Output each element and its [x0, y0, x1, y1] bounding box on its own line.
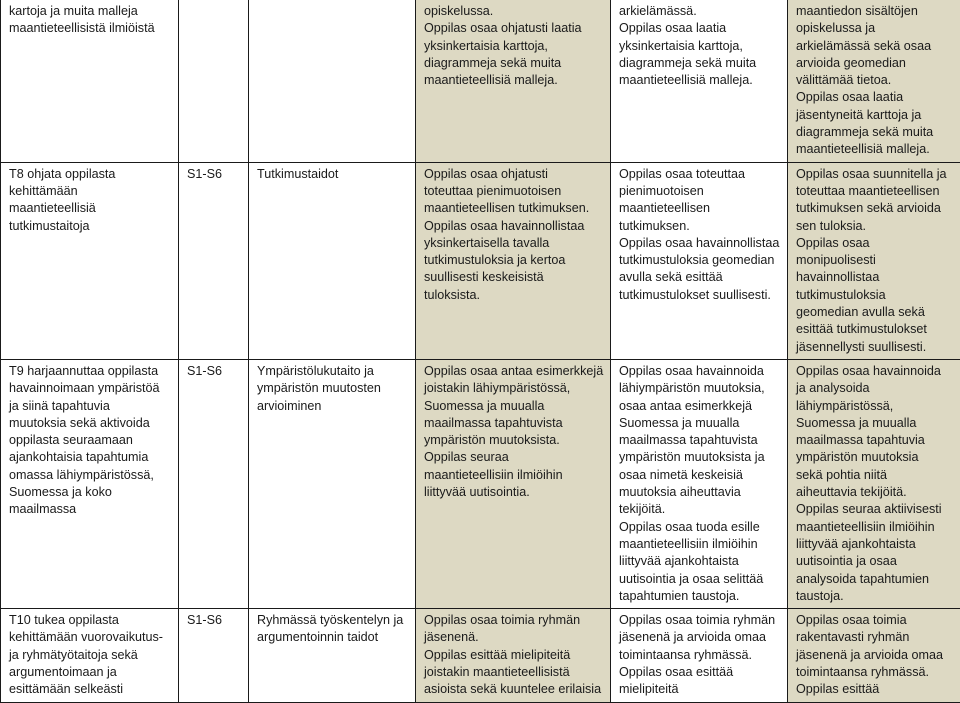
cell-text-line: arvioida geomedian: [796, 55, 954, 72]
grade-9-criteria-cell: [788, 0, 960, 162]
content-area-cell: [249, 0, 416, 162]
cell-text-line: jäsentyneitä karttoja ja: [796, 107, 954, 124]
cell-text-line: maailmassa tapahtuvia: [796, 432, 954, 449]
cell-text-line: Oppilas osaa: [796, 235, 954, 252]
grade-8-criteria-cell: [611, 0, 788, 162]
grade-code-cell: [179, 162, 249, 359]
cell-text-line: esittää tutkimustulokset: [796, 321, 954, 338]
cell-text-line: osaa antaa esimerkkejä: [619, 398, 781, 415]
cell-text-line: havainnoimaan ympäristöä: [9, 380, 172, 397]
cell-text-line: maantieteellisistä ilmiöistä: [9, 20, 172, 37]
goal-cell: [1, 0, 179, 162]
cell-text-line: aiheuttavia tekijöitä.: [796, 484, 954, 501]
cell-text-line: Oppilas seuraa: [424, 449, 604, 466]
cell-text-line: Oppilas osaa laatia: [619, 20, 781, 37]
grade-8-criteria-cell: [611, 609, 788, 702]
cell-text-line: uutisointia ja osaa selittää: [619, 571, 781, 588]
cell-text-line: Oppilas osaa laatia: [796, 89, 954, 106]
cell-text-line: ajankohtaisia tapahtumia: [9, 449, 172, 466]
cell-text-line: Oppilas osaa toimia ryhmän: [424, 612, 604, 629]
cell-text-line: Oppilas osaa ohjatusti: [424, 166, 604, 183]
cell-text-line: geomedian avulla sekä: [796, 304, 954, 321]
table-row: [1, 0, 960, 162]
cell-text-line: asioista sekä kuuntelee erilaisia: [424, 681, 604, 698]
cell-text-line: ja analysoida: [796, 380, 954, 397]
cell-text-line: Oppilas osaa toimia: [796, 612, 954, 629]
cell-text-line: Oppilas osaa tuoda esille: [619, 519, 781, 536]
cell-text-line: Suomessa ja muualla: [424, 398, 604, 415]
cell-text-line: argumentoimaan ja: [9, 664, 172, 681]
cell-text-line: Oppilas esittää: [796, 681, 954, 698]
cell-text-line: maantieteellisiä malleja.: [796, 141, 954, 158]
cell-text-line: jäsennellysti suullisesti.: [796, 339, 954, 356]
cell-text-line: Suomessa ja muualla: [796, 415, 954, 432]
cell-text-line: pienimuotoisen: [619, 183, 781, 200]
content-area-cell: [249, 359, 416, 608]
cell-text-line: arkielämässä.: [619, 3, 781, 20]
cell-text-line: arkielämässä sekä osaa: [796, 38, 954, 55]
cell-text-line: jäsenenä ja arvioida omaa: [796, 647, 954, 664]
cell-text-line: ja siinä tapahtuvia: [9, 398, 172, 415]
cell-text-line: Oppilas osaa suunnitella ja: [796, 166, 954, 183]
cell-text-line: maantieteellisiä malleja.: [619, 72, 781, 89]
cell-text-line: tutkimuksen.: [619, 218, 781, 235]
cell-text-line: liittyvää ajankohtaista: [796, 536, 954, 553]
cell-text-line: maantieteellisiä malleja.: [424, 72, 604, 89]
cell-text-line: taustoja.: [796, 588, 954, 605]
cell-text-line: maantieteellisiin ilmiöihin: [619, 536, 781, 553]
cell-text-line: kartoja ja muita malleja: [9, 3, 172, 20]
cell-text-line: tutkimuksen sekä arvioida: [796, 200, 954, 217]
cell-text-line: Oppilas osaa toteuttaa: [619, 166, 781, 183]
grade-9-criteria-cell: [788, 162, 960, 359]
grade-7-criteria-cell: [416, 162, 611, 359]
cell-text-line: Suomessa ja koko: [9, 484, 172, 501]
grade-code-cell: [179, 0, 249, 162]
content-area-cell: [249, 162, 416, 359]
cell-text-line: uutisointia ja osaa: [796, 553, 954, 570]
cell-text-line: tapahtumien taustoja.: [619, 588, 781, 605]
cell-text-line: maantiedon sisältöjen: [796, 3, 954, 20]
cell-text-line: opiskelussa ja: [796, 20, 954, 37]
cell-text-line: tutkimustuloksia ja kertoa: [424, 252, 604, 269]
cell-text-line: kehittämään: [9, 183, 172, 200]
cell-text-line: Ryhmässä työskentelyn ja: [257, 612, 409, 629]
cell-text-line: lähiympäristön muutoksia,: [619, 380, 781, 397]
cell-text-line: yksinkertaisella tavalla: [424, 235, 604, 252]
cell-text-line: jäsenenä.: [424, 629, 604, 646]
cell-text-line: maailmassa tapahtuvista: [619, 432, 781, 449]
grade-8-criteria-cell: [611, 162, 788, 359]
cell-text-line: toimintaansa ryhmässä.: [796, 664, 954, 681]
grade-7-criteria-cell: [416, 609, 611, 702]
cell-text-line: liittyvää ajankohtaista: [619, 553, 781, 570]
cell-text-line: Oppilas seuraa aktiivisesti: [796, 501, 954, 518]
cell-text-line: Oppilas esittää mielipiteitä: [424, 647, 604, 664]
cell-text-line: tutkimustuloksia: [796, 287, 954, 304]
cell-text-line: Oppilas osaa havainnollistaa: [424, 218, 604, 235]
goal-cell: [1, 359, 179, 608]
cell-text-line: havainnollistaa: [796, 269, 954, 286]
cell-text-line: T8 ohjata oppilasta: [9, 166, 172, 183]
cell-text-line: toimintaansa ryhmässä.: [619, 647, 781, 664]
cell-text-line: tutkimustaitoja: [9, 218, 172, 235]
cell-text-line: maantieteellisen tutkimuksen.: [424, 200, 604, 217]
cell-text-line: Oppilas osaa havainnoida: [796, 363, 954, 380]
grade-code-cell: [179, 609, 249, 702]
goal-cell: [1, 162, 179, 359]
cell-text-line: esittämään selkeästi: [9, 681, 172, 698]
cell-text-line: maailmassa: [9, 501, 172, 518]
cell-text-line: omassa lähiympäristössä,: [9, 467, 172, 484]
cell-text-line: Oppilas osaa toimia ryhmän: [619, 612, 781, 629]
table-row: [1, 609, 960, 702]
cell-text-line: diagrammeja sekä muita: [619, 55, 781, 72]
cell-text-line: diagrammeja sekä muita: [424, 55, 604, 72]
cell-text-line: tutkimustuloksia geomedian: [619, 252, 781, 269]
grade-7-criteria-cell: [416, 0, 611, 162]
cell-text-line: maantieteellisen: [619, 200, 781, 217]
cell-text-line: Oppilas osaa havainnoida: [619, 363, 781, 380]
cell-text-line: tuloksista.: [424, 287, 604, 304]
cell-text-line: sekä pohtia niitä: [796, 467, 954, 484]
cell-text-line: tekijöitä.: [619, 501, 781, 518]
cell-text-line: maailmassa tapahtuvista: [424, 415, 604, 432]
cell-text-line: maantieteellisiä: [9, 200, 172, 217]
cell-text-line: Ympäristölukutaito ja: [257, 363, 409, 380]
cell-text-line: rakentavasti ryhmän: [796, 629, 954, 646]
cell-text-line: kehittämään vuorovaikutus-: [9, 629, 172, 646]
cell-text-line: maantieteellisiin ilmiöihin: [424, 467, 604, 484]
cell-text-line: Oppilas osaa antaa esimerkkejä: [424, 363, 604, 380]
cell-text-line: liittyvää uutisointia.: [424, 484, 604, 501]
cell-text-line: T9 harjaannuttaa oppilasta: [9, 363, 172, 380]
cell-text-line: sen tuloksia.: [796, 218, 954, 235]
content-area-cell: [249, 609, 416, 702]
cell-text-line: analysoida tapahtumien: [796, 571, 954, 588]
cell-text-line: S1-S6: [187, 166, 242, 183]
cell-text-line: tutkimustulokset suullisesti.: [619, 287, 781, 304]
cell-text-line: T10 tukea oppilasta: [9, 612, 172, 629]
grade-code-cell: [179, 359, 249, 608]
cell-text-line: avulla sekä esittää: [619, 269, 781, 286]
cell-text-line: yksinkertaisia karttoja,: [424, 38, 604, 55]
cell-text-line: toteuttaa pienimuotoisen: [424, 183, 604, 200]
table-row: [1, 359, 960, 608]
cell-text-line: ympäristön muutosten: [257, 380, 409, 397]
cell-text-line: arvioiminen: [257, 398, 409, 415]
cell-text-line: S1-S6: [187, 363, 242, 380]
cell-text-line: diagrammeja sekä muita: [796, 124, 954, 141]
grade-7-criteria-cell: [416, 359, 611, 608]
cell-text-line: suullisesti keskeisistä: [424, 269, 604, 286]
grade-8-criteria-cell: [611, 359, 788, 608]
table-row: [1, 162, 960, 359]
cell-text-line: ja ryhmätyötaitoja sekä: [9, 647, 172, 664]
cell-text-line: osaa nimetä keskeisiä: [619, 467, 781, 484]
cell-text-line: mielipiteitä: [619, 681, 781, 698]
cell-text-line: joistakin lähiympäristössä,: [424, 380, 604, 397]
cell-text-line: opiskelussa.: [424, 3, 604, 20]
cell-text-line: Oppilas osaa havainnollistaa: [619, 235, 781, 252]
cell-text-line: välittämää tietoa.: [796, 72, 954, 89]
cell-text-line: oppilasta seuraamaan: [9, 432, 172, 449]
cell-text-line: Tutkimustaidot: [257, 166, 409, 183]
cell-text-line: ympäristön muutoksista.: [424, 432, 604, 449]
cell-text-line: ympäristön muutoksia: [796, 449, 954, 466]
cell-text-line: yksinkertaisia karttoja,: [619, 38, 781, 55]
cell-text-line: muutoksia sekä aktivoida: [9, 415, 172, 432]
goal-cell: [1, 609, 179, 702]
cell-text-line: Suomessa ja muualla: [619, 415, 781, 432]
grade-9-criteria-cell: [788, 609, 960, 702]
grade-9-criteria-cell: [788, 359, 960, 608]
cell-text-line: Oppilas osaa ohjatusti laatia: [424, 20, 604, 37]
cell-text-line: monipuolisesti: [796, 252, 954, 269]
cell-text-line: argumentoinnin taidot: [257, 629, 409, 646]
cell-text-line: maantieteellisiin ilmiöihin: [796, 519, 954, 536]
cell-text-line: jäsenenä ja arvioida omaa: [619, 629, 781, 646]
cell-text-line: ympäristön muutoksista ja: [619, 449, 781, 466]
cell-text-line: joistakin maantieteellisistä: [424, 664, 604, 681]
cell-text-line: toteuttaa maantieteellisen: [796, 183, 954, 200]
cell-text-line: S1-S6: [187, 612, 242, 629]
cell-text-line: Oppilas osaa esittää: [619, 664, 781, 681]
cell-text-line: muutoksia aiheuttavia: [619, 484, 781, 501]
cell-text-line: lähiympäristössä,: [796, 398, 954, 415]
